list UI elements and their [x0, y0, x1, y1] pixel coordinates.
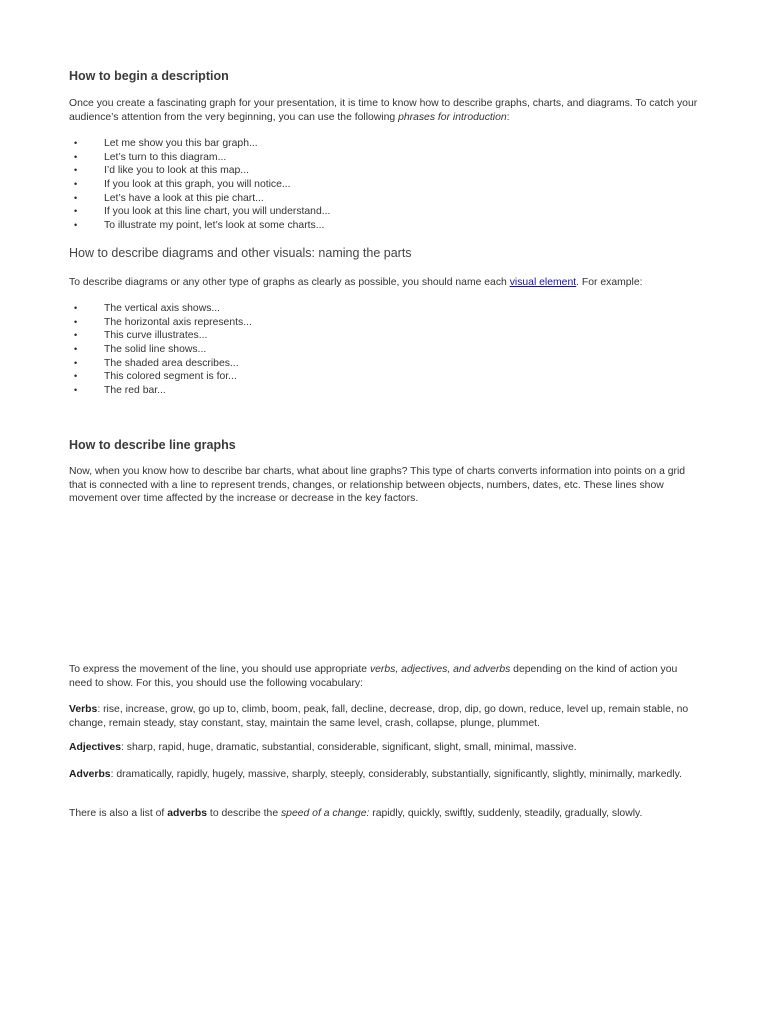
visual-part-item	[69, 329, 252, 343]
list-item-text: This curve illustrates...	[104, 330, 208, 342]
list-item-text: I’d like you to look at this map...	[104, 165, 249, 177]
heading-begin-description: How to begin a description	[69, 69, 229, 83]
movement-text-end: depending on the kind of action you need to show. For this, you should use the following vocabulary:	[69, 664, 678, 689]
visual-element-link[interactable]: visual element	[509, 277, 577, 288]
visual-parts-list	[69, 302, 252, 398]
bullet-icon: •	[74, 220, 78, 231]
adjectives-paragraph	[69, 741, 701, 755]
list-item-text: To illustrate my point, let’s look at some charts...	[104, 220, 325, 232]
bullet-icon: •	[74, 192, 78, 203]
movement-text: To express the movement of the line, you should use appropriate	[69, 664, 370, 675]
intro-phrases-list	[69, 137, 330, 233]
visual-part-item	[69, 384, 252, 398]
list-item-text: Let’s have a look at this pie chart...	[104, 192, 264, 204]
list-item-text: The shaded area describes...	[104, 357, 239, 369]
intro-paragraph	[69, 97, 701, 124]
movement-paragraph	[69, 663, 701, 690]
line-graphs-paragraph: Now, when you know how to describe bar charts, what about line graphs? This type of charts converts information into points on a grid that is connected with a line to represent trends, changes, or relationship between objects, numbers, dates, etc. These lines show movement over time affected by the increase or decrease in the key factors.	[69, 466, 686, 504]
visual-part-item	[69, 316, 252, 330]
adverbs-paragraph	[69, 768, 701, 782]
speed-paragraph	[69, 807, 701, 821]
intro-phrase-item	[69, 164, 330, 178]
intro-phrase-item	[69, 219, 330, 233]
intro-phrase-item	[69, 205, 330, 219]
visual-part-item	[69, 357, 252, 371]
verbs-paragraph	[69, 703, 701, 730]
intro-phrase-item	[69, 137, 330, 151]
bullet-icon: •	[74, 206, 78, 217]
list-item-text: Let me show you this bar graph...	[104, 138, 258, 149]
naming-parts-paragraph	[69, 276, 701, 290]
verbs-list-text: : rise, increase, grow, go up to, climb, boom, peak, fall, decline, decrease, drop, dip, go down, reduce, level up, remain stable, no change, remain steady, stay constant, stay, maintain the same level, crash, collapse, plunge, plummet.	[69, 704, 689, 729]
heading-naming-parts: How to describe diagrams and other visuals: naming the parts	[69, 246, 412, 260]
speed-bold-adverbs: adverbs	[167, 808, 208, 819]
speed-text-middle: to describe the	[207, 808, 281, 819]
speed-list-text: rapidly, quickly, swiftly, suddenly, steadily, gradually, slowly.	[369, 808, 643, 819]
list-item-text: The solid line shows...	[104, 344, 207, 356]
list-item-text: Let’s turn to this diagram...	[104, 151, 227, 163]
list-item-text: If you look at this graph, you will notice...	[104, 179, 291, 191]
intro-text-end: :	[506, 111, 510, 123]
bullet-icon: •	[74, 357, 78, 368]
adverbs-label: Adverbs	[69, 769, 111, 780]
speed-text: There is also a list of	[69, 808, 168, 819]
visual-part-item	[69, 343, 252, 357]
bullet-icon: •	[74, 151, 78, 162]
bullet-icon: •	[74, 371, 78, 382]
list-item-text: The red bar...	[104, 385, 166, 397]
naming-parts-text-end: . For example:	[576, 277, 643, 288]
adjectives-label: Adjectives	[69, 742, 121, 753]
bullet-icon: •	[74, 303, 78, 313]
verbs-label: Verbs	[69, 704, 98, 715]
intro-phrase-item	[69, 151, 330, 165]
bullet-icon: •	[74, 344, 78, 355]
adjectives-list-text: : sharp, rapid, huge, dramatic, substantial, considerable, significant, slight, small, minimal, massive.	[120, 742, 577, 753]
adverbs-list-text: : dramatically, rapidly, hugely, massive, sharply, steeply, considerably, substantially, significantly, slightly, minimally, markedly.	[110, 769, 682, 780]
bullet-icon: •	[74, 330, 78, 341]
heading-line-graphs: How to describe line graphs	[69, 438, 236, 452]
bullet-icon: •	[74, 165, 78, 176]
bullet-icon: •	[74, 138, 78, 148]
visual-part-item	[69, 302, 252, 316]
bullet-icon: •	[74, 179, 78, 190]
bullet-icon: •	[74, 316, 78, 327]
list-item-text: The vertical axis shows...	[104, 303, 221, 314]
intro-phrase-item	[69, 178, 330, 192]
movement-italic-phrase: verbs, adjectives, and adverbs	[369, 664, 511, 675]
list-item-text: If you look at this line chart, you will understand...	[104, 206, 331, 218]
naming-parts-text: To describe diagrams or any other type of graphs as clearly as possible, you should name each	[69, 277, 510, 288]
intro-text: Once you create a fascinating graph for your presentation, it is time to know how to describe graphs, charts, and diagrams. To catch your audience’s attention from the very beginning, you can use the following	[69, 98, 698, 123]
bullet-icon: •	[74, 385, 78, 396]
list-item-text: The horizontal axis represents...	[104, 316, 252, 328]
speed-italic-phrase: speed of a change:	[280, 808, 370, 819]
list-item-text: This colored segment is for...	[104, 371, 237, 383]
intro-phrase-item	[69, 192, 330, 206]
intro-italic-phrase: phrases for introduction	[398, 111, 507, 123]
visual-part-item	[69, 370, 252, 384]
